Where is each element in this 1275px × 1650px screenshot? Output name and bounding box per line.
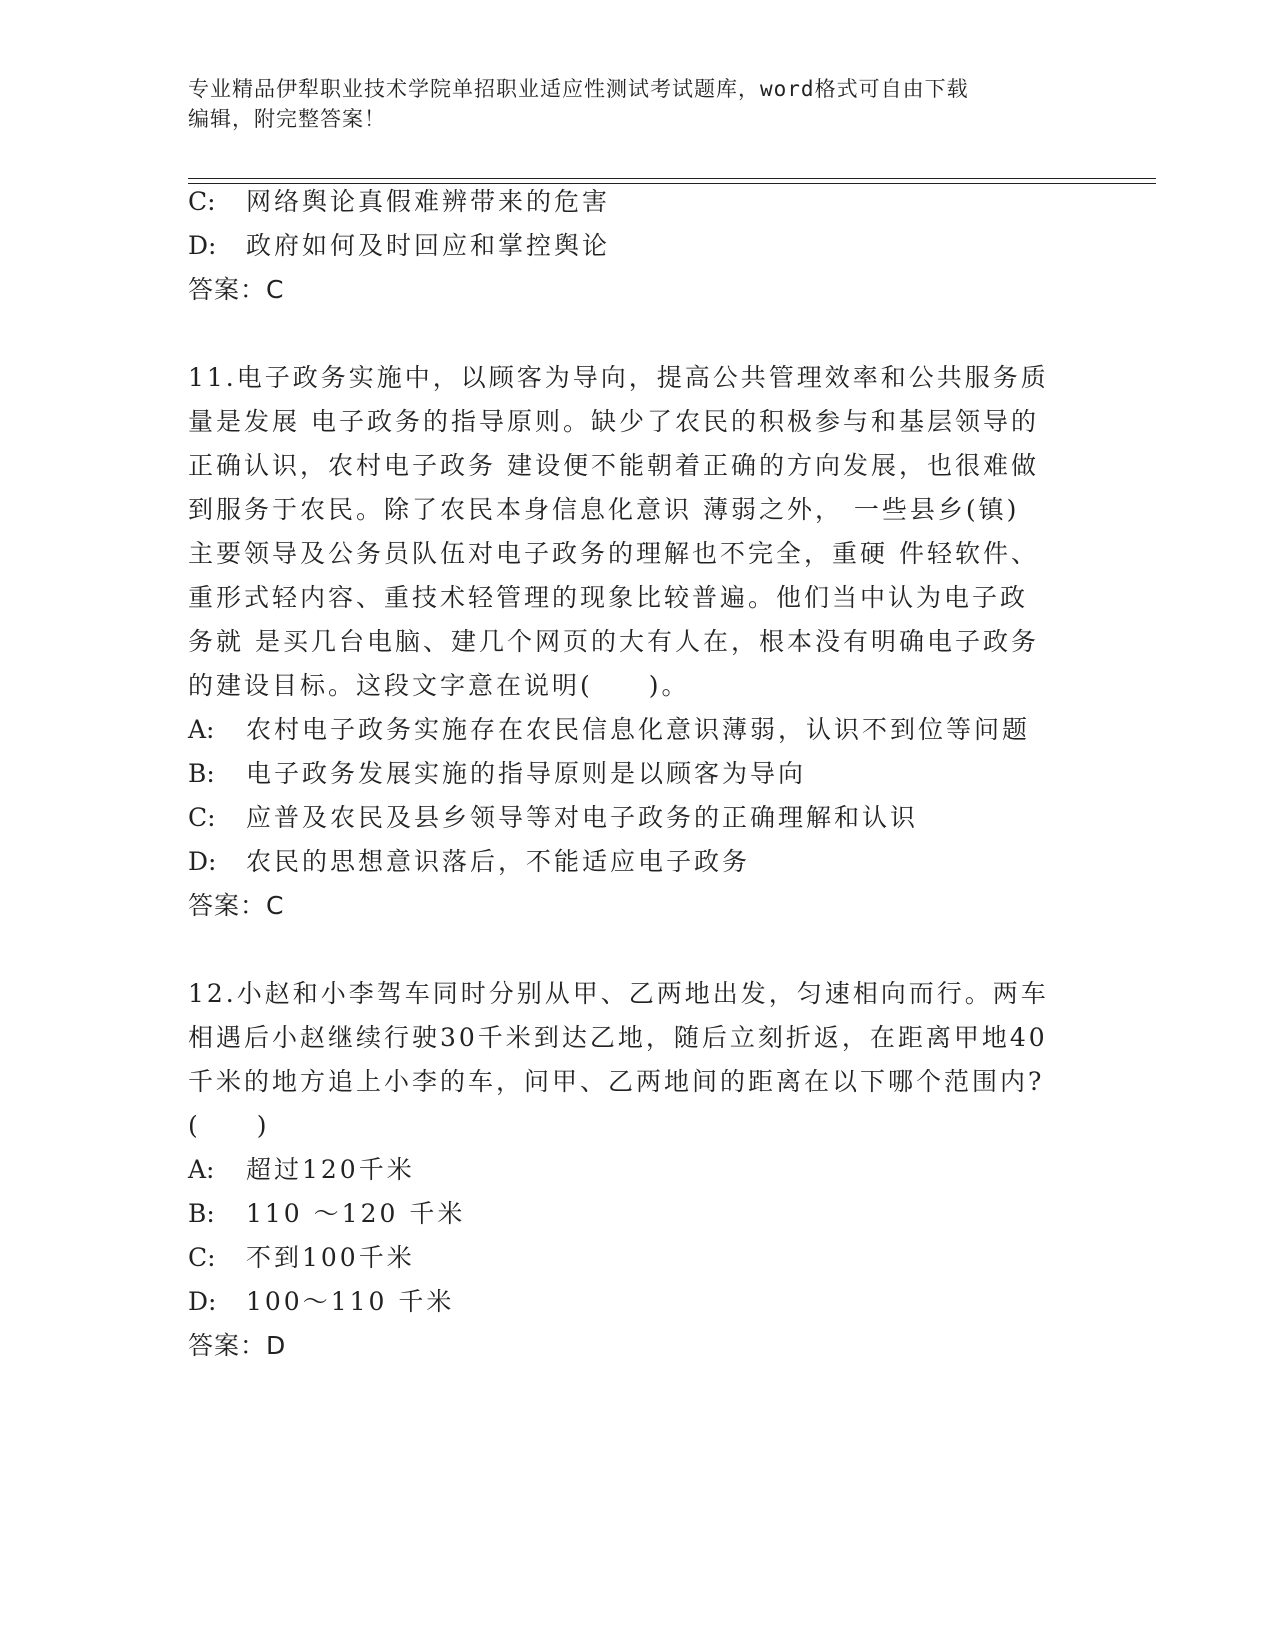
q12-stem-line-2: 相遇后小赵继续行驶30千米到达乙地，随后立刻折返，在距离甲地40 — [188, 1023, 1048, 1052]
q12-stem-line-4: ( ) — [188, 1111, 270, 1140]
header-line-2: 编辑，附完整答案！ — [188, 107, 386, 131]
q12-stem-line-3: 千米的地方追上小李的车，问甲、乙两地间的距离在以下哪个范围内? — [188, 1067, 1045, 1096]
q11-option-a — [188, 715, 1030, 745]
q11-option-c — [188, 803, 918, 833]
q11-answer: 答案：C — [188, 891, 285, 920]
q12-stem-line-1: 12.小赵和小李驾车同时分别从甲、乙两地出发，匀速相向而行。两车 — [188, 979, 1049, 1008]
q10-option-d — [188, 231, 610, 261]
option-text: 应普及农民及县乡领导等对电子政务的正确理解和认识 — [246, 803, 919, 832]
q11-stem-line-1: 11.电子政务实施中，以顾客为导向，提高公共管理效率和公共服务质 — [188, 363, 1049, 392]
header-line-1: 专业精品伊犁职业技术学院单招职业适应性测试考试题库，word格式可自由下载 — [188, 77, 969, 101]
q11-stem-line-4: 到服务于农民。除了农民本身信息化意识 薄弱之外， 一些县乡(镇) — [188, 495, 1020, 524]
option-key: D: — [188, 231, 217, 260]
q12-answer: 答案：D — [188, 1331, 287, 1360]
q11-stem-line-8: 的建设目标。这段文字意在说明( )。 — [188, 671, 690, 700]
option-key: B: — [188, 1199, 215, 1228]
q11-stem-line-3: 正确认识，农村电子政务 建设便不能朝着正确的方向发展，也很难做 — [188, 451, 1039, 480]
q12-option-a — [188, 1155, 415, 1185]
option-key: D: — [188, 1287, 217, 1316]
option-text: 政府如何及时回应和掌控舆论 — [246, 231, 611, 260]
option-text: 网络舆论真假难辨带来的危害 — [246, 187, 611, 216]
option-key: C: — [188, 803, 216, 832]
option-text: 不到100千米 — [246, 1243, 415, 1272]
header-divider-bottom — [188, 183, 1156, 184]
q11-stem-line-6: 重形式轻内容、重技术轻管理的现象比较普遍。他们当中认为电子政 — [188, 583, 1029, 612]
q12-option-d — [188, 1287, 454, 1317]
page-header — [188, 74, 1068, 134]
q11-stem-line-2: 量是发展 电子政务的指导原则。缺少了农民的积极参与和基层领导的 — [188, 407, 1039, 436]
q11-option-d — [188, 847, 750, 877]
option-key: D: — [188, 847, 217, 876]
option-text: 超过120千米 — [246, 1155, 415, 1184]
option-text: 电子政务发展实施的指导原则是以顾客为导向 — [246, 759, 807, 788]
q10-answer: 答案：C — [188, 275, 285, 304]
option-key: B: — [188, 759, 215, 788]
q11-stem-line-5: 主要领导及公务员队伍对电子政务的理解也不完全，重硬 件轻软件、 — [188, 539, 1039, 568]
option-text: 农民的思想意识落后，不能适应电子政务 — [246, 847, 751, 876]
header-divider-top — [188, 178, 1156, 179]
option-key: A: — [188, 715, 215, 744]
option-text: 农村电子政务实施存在农民信息化意识薄弱，认识不到位等问题 — [246, 715, 1031, 744]
q11-stem-line-7: 务就 是买几台电脑、建几个网页的大有人在，根本没有明确电子政务 — [188, 627, 1039, 656]
q12-option-c — [188, 1243, 415, 1273]
option-key: A: — [188, 1155, 215, 1184]
q12-option-b — [188, 1199, 465, 1229]
q10-option-c — [188, 187, 610, 217]
option-key: C: — [188, 187, 216, 216]
option-text: 100～110 千米 — [246, 1287, 455, 1316]
q11-option-b — [188, 759, 806, 789]
option-key: C: — [188, 1243, 216, 1272]
option-text: 110 ～120 千米 — [246, 1199, 466, 1228]
